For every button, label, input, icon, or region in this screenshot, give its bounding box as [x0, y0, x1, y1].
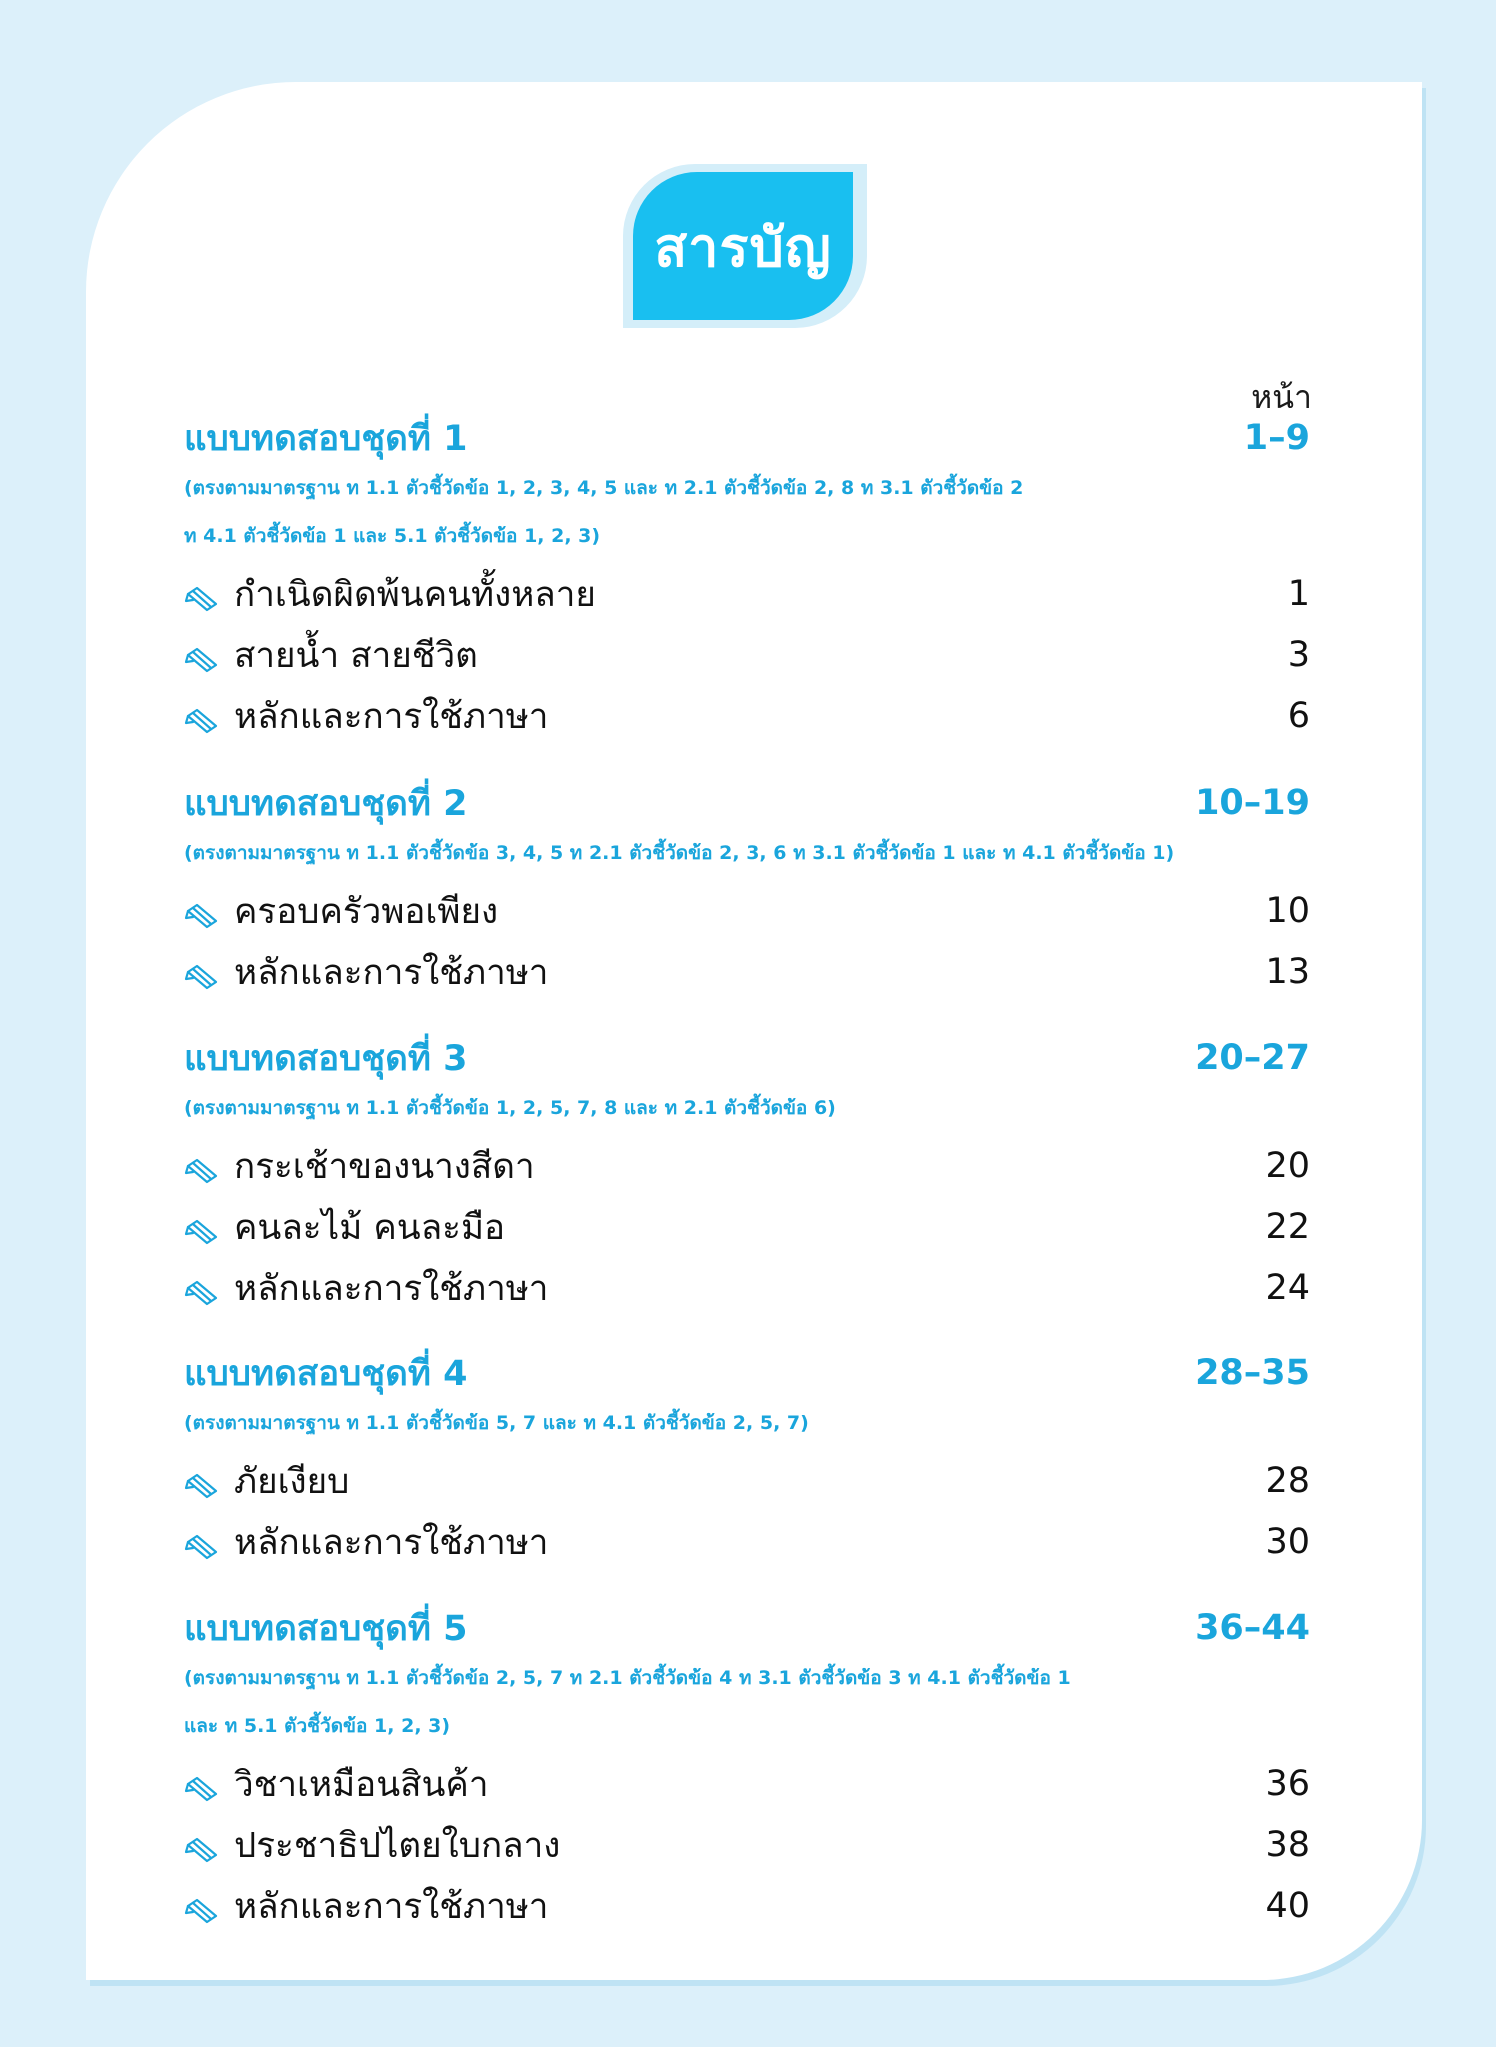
pencil-icon [184, 1277, 220, 1307]
toc-entry-label: หลักและการใช้ภาษา [234, 696, 549, 737]
toc-entry[interactable] [184, 627, 1310, 683]
toc-entry-page: 22 [1265, 1207, 1310, 1247]
section-heading [184, 1032, 1310, 1084]
toc-entry-label: หลักและการใช้ภาษา [234, 1268, 549, 1309]
pencil-icon [184, 961, 220, 991]
toc-entry[interactable] [184, 1260, 1310, 1316]
toc-entry[interactable] [184, 566, 1310, 622]
toc-entry-label: หลักและการใช้ภาษา [234, 1522, 549, 1563]
toc-entry-page: 6 [1287, 696, 1310, 736]
pencil-icon [184, 900, 220, 930]
pencil-icon [184, 1216, 220, 1246]
section-page-range: 20–27 [1195, 1038, 1310, 1078]
pencil-icon [184, 1895, 220, 1925]
toc-entry[interactable] [184, 1756, 1310, 1812]
toc-entry-label: ภัยเงียบ [234, 1461, 350, 1502]
toc-entry[interactable] [184, 1817, 1310, 1873]
toc-entry-page: 24 [1265, 1268, 1310, 1308]
page-column-label: หน้า [1251, 378, 1312, 416]
toc-entry-label: กำเนิดผิดพ้นคนทั้งหลาย [234, 574, 596, 615]
toc-entry[interactable] [184, 883, 1310, 939]
section-standards-note: (ตรงตามมาตรฐาน ท 1.1 ตัวชี้วัดข้อ 2, 5, 7 ท 2.1 ตัวชี้วัดข้อ 4 ท 3.1 ตัวชี้วัดข้อ 3 ท 4.1 ตัวชี้วัดข้อ 1 [184, 1667, 1071, 1689]
toc-entry[interactable] [184, 688, 1310, 744]
toc-entry-label: หลักและการใช้ภาษา [234, 952, 549, 993]
page-title: สารบัญ [654, 216, 832, 279]
toc-entry-label: วิชาเหมือนสินค้า [234, 1764, 489, 1805]
section-heading [184, 412, 1310, 464]
toc-entry[interactable] [184, 1878, 1310, 1934]
toc-entry-page: 1 [1287, 574, 1310, 614]
section-heading [184, 1347, 1310, 1399]
toc-entry-label: กระเช้าของนางสีดา [234, 1146, 535, 1187]
section-standards-note: ท 4.1 ตัวชี้วัดข้อ 1 และ 5.1 ตัวชี้วัดข้อ 1, 2, 3) [184, 525, 601, 547]
pencil-icon [184, 1531, 220, 1561]
toc-entry-page: 10 [1265, 891, 1310, 931]
toc-entry-page: 28 [1265, 1461, 1310, 1501]
toc-entry[interactable] [184, 944, 1310, 1000]
toc-entry-page: 36 [1265, 1764, 1310, 1804]
pencil-icon [184, 1773, 220, 1803]
toc-entry-page: 40 [1265, 1886, 1310, 1926]
section-heading [184, 777, 1310, 829]
section-title: แบบทดสอบชุดที่ 4 [184, 1353, 468, 1394]
section-page-range: 36–44 [1195, 1608, 1310, 1648]
pencil-icon [184, 583, 220, 613]
toc-entry-page: 13 [1265, 952, 1310, 992]
toc-entry-page: 3 [1287, 635, 1310, 675]
toc-entry[interactable] [184, 1514, 1310, 1570]
section-page-range: 1–9 [1243, 418, 1310, 458]
toc-entry-page: 20 [1265, 1146, 1310, 1186]
title-badge [623, 164, 867, 328]
toc-entry-label: ครอบครัวพอเพียง [234, 891, 499, 932]
section-standards-note: (ตรงตามมาตรฐาน ท 1.1 ตัวชี้วัดข้อ 5, 7 และ ท 4.1 ตัวชี้วัดข้อ 2, 5, 7) [184, 1412, 809, 1434]
toc-entry-page: 30 [1265, 1522, 1310, 1562]
section-standards-note: (ตรงตามมาตรฐาน ท 1.1 ตัวชี้วัดข้อ 1, 2, 3, 4, 5 และ ท 2.1 ตัวชี้วัดข้อ 2, 8 ท 3.1 ตัวชี้วัดข้อ 2 [184, 477, 1024, 499]
toc-entry[interactable] [184, 1199, 1310, 1255]
section-title: แบบทดสอบชุดที่ 1 [184, 418, 468, 459]
pencil-icon [184, 1470, 220, 1500]
pencil-icon [184, 705, 220, 735]
toc-entry-label: คนละไม้ คนละมือ [234, 1207, 506, 1248]
toc-entry[interactable] [184, 1138, 1310, 1194]
pencil-icon [184, 1155, 220, 1185]
section-title: แบบทดสอบชุดที่ 5 [184, 1608, 468, 1649]
section-standards-note: (ตรงตามมาตรฐาน ท 1.1 ตัวชี้วัดข้อ 1, 2, 5, 7, 8 และ ท 2.1 ตัวชี้วัดข้อ 6) [184, 1097, 836, 1119]
section-page-range: 28–35 [1195, 1353, 1310, 1393]
toc-entry-label: สายน้ำ สายชีวิต [234, 635, 478, 676]
toc-entry-page: 38 [1265, 1825, 1310, 1865]
toc-entry-label: หลักและการใช้ภาษา [234, 1886, 549, 1927]
toc-entry-label: ประชาธิปไตยใบกลาง [234, 1825, 561, 1866]
toc-entry[interactable] [184, 1453, 1310, 1509]
pencil-icon [184, 1834, 220, 1864]
section-title: แบบทดสอบชุดที่ 3 [184, 1038, 468, 1079]
section-standards-note: (ตรงตามมาตรฐาน ท 1.1 ตัวชี้วัดข้อ 3, 4, 5 ท 2.1 ตัวชี้วัดข้อ 2, 3, 6 ท 3.1 ตัวชี้วัดข้อ 1 และ ท 4.1 ตัวชี้วัดข้อ 1) [184, 842, 1175, 864]
section-page-range: 10–19 [1195, 783, 1310, 823]
toc-page [86, 82, 1422, 1980]
pencil-icon [184, 644, 220, 674]
section-title: แบบทดสอบชุดที่ 2 [184, 783, 468, 824]
section-standards-note: และ ท 5.1 ตัวชี้วัดข้อ 1, 2, 3) [184, 1715, 451, 1737]
section-heading [184, 1602, 1310, 1654]
title-badge-inner [633, 172, 853, 320]
